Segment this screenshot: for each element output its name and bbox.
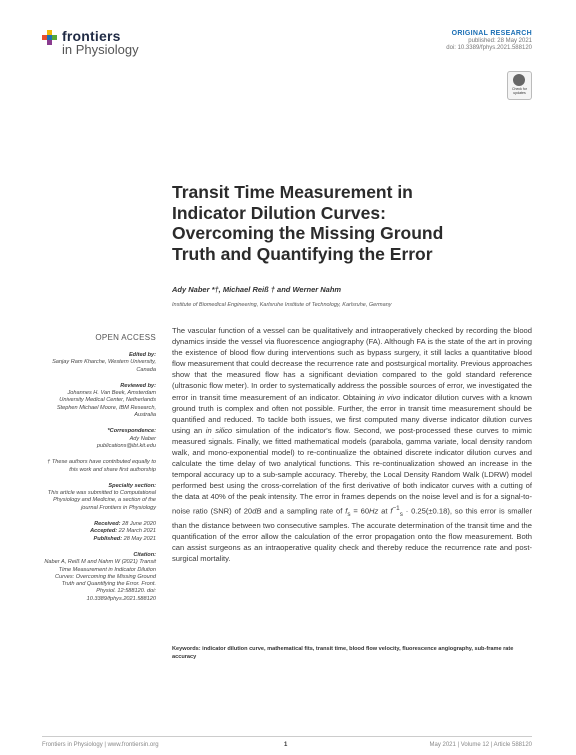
page-number: 1 <box>284 742 288 748</box>
article-title: Transit Time Measurement in Indicator Dilution Curves: Overcoming the Missing Ground Truth and Quantifying the Error <box>172 182 444 264</box>
received-label: Received: <box>94 521 121 528</box>
check-for-updates-button[interactable] <box>507 71 532 100</box>
accepted-date: 22 March 2021 <box>118 528 156 535</box>
received-date: 28 June 2020 <box>122 521 156 528</box>
correspondence-email[interactable]: publications@ibt.kit.edu <box>96 442 156 449</box>
abstract-part-7: · 0.25(±0.18), so this error is smaller than the distance between two consecutive samples. The accurate determination of the transit time and the quantification of the error allow the calculation of the error propagation onto the flow measurement. Both can assist surgeons as an intraoperative quality check and thereby reduce the recurrence rate and post-surgical mortality. <box>172 506 532 563</box>
abstract-hz-unit: Hz <box>369 506 379 516</box>
abstract-part-2: indicator dilution curves with a known ground truth is complex and often not possible. Further, the error in transit time measurement should be quantified and reduced. To tackle both issues, we first computed many diverse indicator dilution curves using an <box>172 392 533 435</box>
accepted-label: Accepted: <box>90 528 118 535</box>
abstract-fs2-symbol: f <box>390 506 393 516</box>
abstract-in-vivo: in vivo <box>378 392 401 402</box>
abstract-part-3: simulation of the indicator's flow. Second, we post-processed these curves to mimic measured signals. Finally, we fitted mathematical models (parabola, gamma variate, local density random walk, and mono-exponential model) to re-continualize the obtained discrete indicator dilution curves and calculate the time delay of two analytical functions. This re-continualization showed an increase in the temporal accuracy up to a sub-sample accuracy. Thereby, the Local Density Random Walk (LDRW) model performed best using the cross-correlation of the first derivative of both indicator curves with a cutting of the data at 40% of the peak intensity. The error in frames depends on the noise level and is for a signal-to-noise ratio (SNR) of 20 <box>172 425 532 516</box>
specialty-section: This article was submitted to Computational Physiology and Medicine, a section of the journal Frontiers in Physiology <box>47 490 156 511</box>
author-affiliation: Institute of Biomedical Engineering, Karlsruhe Institute of Technology, Karlsruhe, Germany <box>172 302 392 308</box>
abstract-part-6: at <box>378 506 391 516</box>
footer-journal-link[interactable]: Frontiers in Physiology | www.frontiersin.org <box>42 742 159 748</box>
journal-logo[interactable] <box>42 28 162 58</box>
footer-issue-info: May 2021 | Volume 12 | Article 588120 <box>429 742 532 748</box>
article-authors: Ady Naber *†, Michael Reiß † and Werner Nahm <box>172 285 342 294</box>
correspondence-name: Ady Naber <box>129 435 156 442</box>
citation-text: Naber A, Reiß M and Nahm W (2021) Transit Time Measurement in Indicator Dilution Curves: Overcoming the Missing Ground Truth and Quantifying the Error. Front. Physiol. 12:588120. doi: 10.3389/fphys.2021.588120 <box>44 559 156 602</box>
journal-name: frontiers <box>62 28 121 44</box>
reviewer-2: Stephen Michael Moore, IBM Research, Australia <box>56 404 156 419</box>
specialty-section-label: Specialty section: <box>108 482 156 489</box>
open-access-label: OPEN ACCESS <box>95 333 156 342</box>
abstract-fs2-superscript: −1 <box>392 504 400 512</box>
equal-contribution-note: † These authors have contributed equally to this work and share first authorship <box>47 459 156 473</box>
abstract-part-5: = 60 <box>350 506 370 516</box>
abstract-db-unit: dB <box>252 506 262 516</box>
published-date-sidebar: 28 May 2021 <box>123 535 156 542</box>
frontiers-logo-icon <box>42 28 60 46</box>
abstract <box>172 325 532 564</box>
article-doi[interactable]: doi: 10.3389/fphys.2021.588120 <box>446 45 532 51</box>
keywords: Keywords: indicator dilution curve, mathematical fits, transit time, blood flow velocity, fluorescence angiography, sub-frame rate accuracy <box>172 646 514 660</box>
reviewer-1: Johannes H. Van Beek, Amsterdam University Medical Center, Netherlands <box>59 390 156 404</box>
abstract-fs-subscript: s <box>347 510 351 518</box>
published-date: published: 28 May 2021 <box>468 38 532 44</box>
edited-by-label: Edited by: <box>128 352 156 358</box>
crossmark-label: Check for updates <box>512 87 527 95</box>
abstract-part-1: The vascular function of a vessel can be qualitatively and intraoperatively checked by recording the blood dynamics inside the vessel via fluorescence angiography (FA). Although FA is the state of the art in proving the existence of blood flow during interventions such as bypass surgery, it still lacks a quantitative blood flow measurement that could decrease the recurrence rate and postsurgical mortality. Previous approaches show that the measured flow has a significant deviation compared to the gold standard reference (ultrasonic flow meter). In order to systematically address the possible sources of error, we investigated the error in transit time measurement of an indicator. Obtaining <box>172 326 532 402</box>
abstract-part-4: and a sampling rate of <box>261 506 346 516</box>
article-type: ORIGINAL RESEARCH <box>451 30 532 37</box>
crossmark-icon <box>513 74 525 86</box>
article-sidebar <box>42 352 156 603</box>
citation-label: Citation: <box>133 551 156 558</box>
abstract-fs-symbol: f <box>345 506 348 516</box>
article-meta-header <box>446 30 532 51</box>
correspondence-label: *Correspondence: <box>107 428 156 435</box>
abstract-fs2-subscript: s <box>399 510 403 518</box>
abstract-in-silico: in silico <box>205 425 233 435</box>
reviewed-by-label: Reviewed by: <box>120 382 156 389</box>
footer-divider <box>42 736 532 737</box>
journal-subname: in Physiology <box>62 42 139 57</box>
published-label: Published: <box>93 535 123 542</box>
edited-by: Sanjay Ram Kharche, Western University, Canada <box>52 359 156 373</box>
